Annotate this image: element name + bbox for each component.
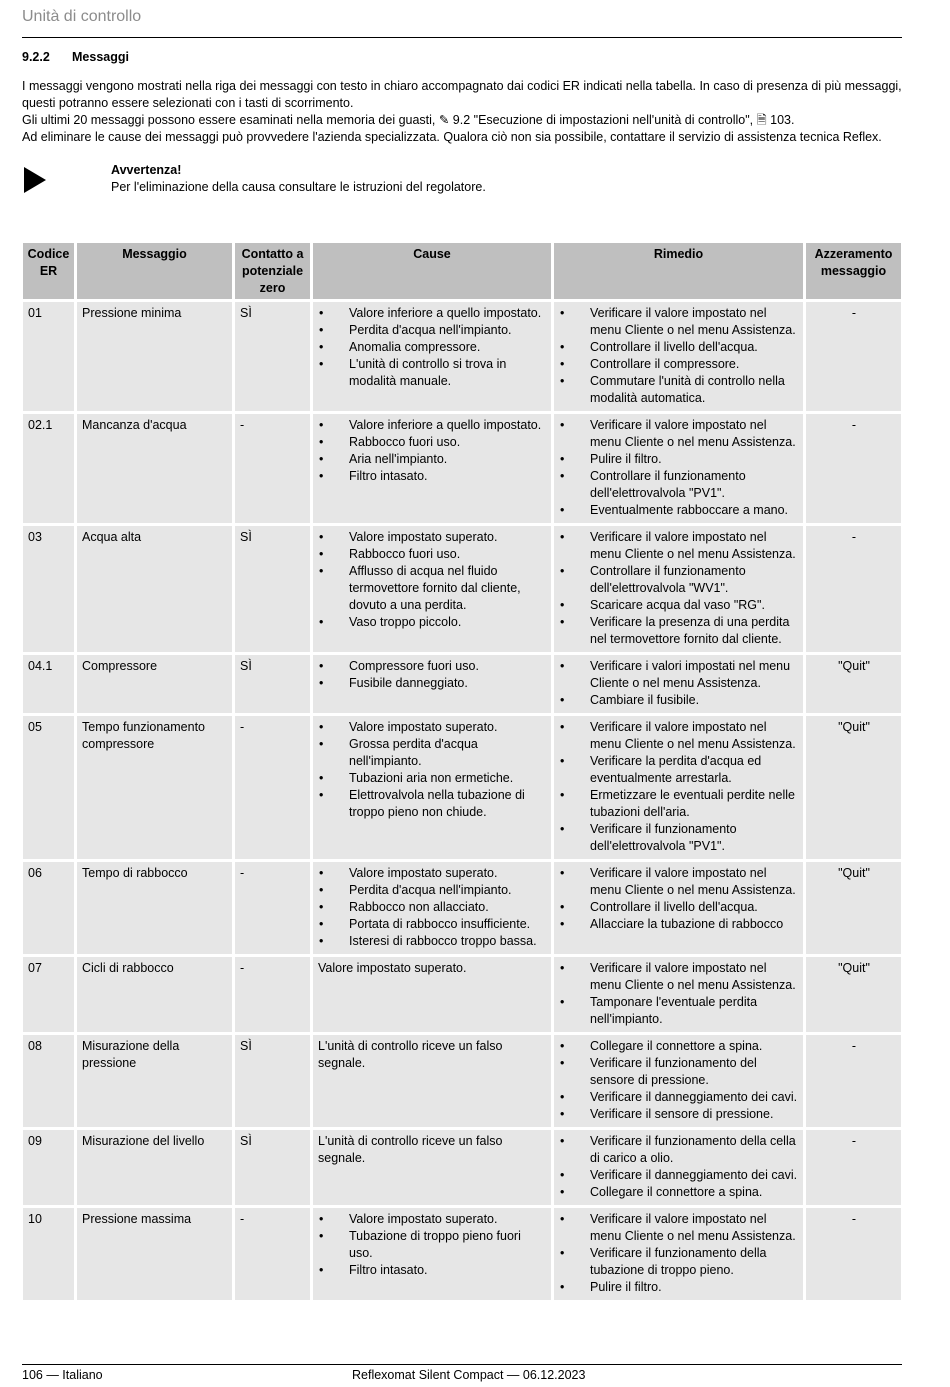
header-title: Unità di controllo	[22, 8, 142, 25]
remedy-list	[559, 719, 799, 855]
list-item: • Verificare il funzionamento della tubazione di troppo pieno.	[559, 1245, 799, 1279]
list-item: • Verificare il funzionamento del sensore di pressione.	[559, 1055, 799, 1089]
cell-reset: -	[806, 526, 901, 652]
cell-causes	[313, 302, 551, 411]
table-row	[23, 1035, 901, 1127]
cell-contact: SÌ	[235, 1035, 310, 1127]
list-item: • Isteresi di rabbocco troppo bassa.	[318, 933, 547, 950]
table-row	[23, 414, 901, 523]
cell-message: Pressione minima	[77, 302, 232, 411]
list-item: • Verificare il valore impostato nel menu Cliente o nel menu Assistenza.	[559, 1211, 799, 1245]
list-item: • Verificare il valore impostato nel menu Cliente o nel menu Assistenza.	[559, 417, 799, 451]
intro-paragraph-3: Ad eliminare le cause dei messaggi può provvedere l'azienda specializzata. Qualora ciò non sia possibile, contattare il servizio di assistenza tecnica Reflex.	[22, 130, 882, 144]
header-remedy: Rimedio	[554, 243, 803, 299]
list-item: • Verificare la presenza di una perdita nel termovettore fornito dal cliente.	[559, 614, 799, 648]
list-item: • Perdita d'acqua nell'impianto.	[318, 882, 547, 899]
cell-message: Tempo di rabbocco	[77, 862, 232, 954]
intro-text	[22, 78, 902, 146]
list-item: • Controllare il livello dell'acqua.	[559, 899, 799, 916]
list-item: • Portata di rabbocco insufficiente.	[318, 916, 547, 933]
cell-message: Cicli di rabbocco	[77, 957, 232, 1032]
list-item: • Verificare il danneggiamento dei cavi.	[559, 1167, 799, 1184]
list-item: • Controllare il compressore.	[559, 356, 799, 373]
causes-list	[318, 719, 547, 821]
cell-reset: -	[806, 414, 901, 523]
cell-code: 03	[23, 526, 74, 652]
warning-text-block	[111, 162, 891, 196]
intro-paragraph-2: Gli ultimi 20 messaggi possono essere esaminati nella memoria dei guasti, ✎ 9.2 "Esecuzione di impostazioni nell'unità di controllo", 🗎 103.	[22, 113, 795, 127]
list-item: • Controllare il livello dell'acqua.	[559, 339, 799, 356]
table-row	[23, 1208, 901, 1300]
list-item: • Verificare la perdita d'acqua ed eventualmente arrestarla.	[559, 753, 799, 787]
cell-reset: "Quit"	[806, 862, 901, 954]
cell-causes	[313, 414, 551, 523]
cell-reset: "Quit"	[806, 655, 901, 713]
list-item: • Anomalia compressore.	[318, 339, 547, 356]
cell-contact: -	[235, 1208, 310, 1300]
table-header-row	[23, 243, 901, 299]
cell-causes: Valore impostato superato.	[313, 957, 551, 1032]
list-item: • Tamponare l'eventuale perdita nell'impianto.	[559, 994, 799, 1028]
footer-document: Reflexomat Silent Compact — 06.12.2023	[352, 1368, 586, 1382]
cell-reset: "Quit"	[806, 957, 901, 1032]
list-item: • Elettrovalvola nella tubazione di troppo pieno non chiude.	[318, 787, 547, 821]
table-row	[23, 302, 901, 411]
table-row	[23, 957, 901, 1032]
cell-remedy	[554, 655, 803, 713]
list-item: • Verificare il sensore di pressione.	[559, 1106, 799, 1123]
list-item: • Tubazioni aria non ermetiche.	[318, 770, 547, 787]
remedy-list	[559, 658, 799, 709]
section-number: 9.2.2	[22, 50, 50, 64]
list-item: • Rabbocco fuori uso.	[318, 546, 547, 563]
cell-causes	[313, 655, 551, 713]
cell-message: Acqua alta	[77, 526, 232, 652]
list-item: • Valore impostato superato.	[318, 529, 547, 546]
list-item: • Valore impostato superato.	[318, 1211, 547, 1228]
cell-reset: -	[806, 302, 901, 411]
cell-message: Compressore	[77, 655, 232, 713]
list-item: • Pulire il filtro.	[559, 451, 799, 468]
list-item: • Tubazione di troppo pieno fuori uso.	[318, 1228, 547, 1262]
list-item: • Valore impostato superato.	[318, 719, 547, 736]
list-item: • L'unità di controllo si trova in modalità manuale.	[318, 356, 547, 390]
messages-table	[20, 240, 904, 1303]
cell-reset: -	[806, 1130, 901, 1205]
list-item: • Filtro intasato.	[318, 468, 547, 485]
cell-message: Mancanza d'acqua	[77, 414, 232, 523]
page-footer	[22, 1364, 902, 1382]
header-contact: Contatto a potenziale zero	[235, 243, 310, 299]
list-item: • Perdita d'acqua nell'impianto.	[318, 322, 547, 339]
list-item: • Verificare il valore impostato nel menu Cliente o nel menu Assistenza.	[559, 719, 799, 753]
cell-causes	[313, 716, 551, 859]
list-item: • Scaricare acqua dal vaso "RG".	[559, 597, 799, 614]
causes-list	[318, 417, 547, 485]
list-item: • Verificare il valore impostato nel menu Cliente o nel menu Assistenza.	[559, 865, 799, 899]
cell-contact: -	[235, 716, 310, 859]
list-item: • Verificare il valore impostato nel menu Cliente o nel menu Assistenza.	[559, 529, 799, 563]
cell-contact: SÌ	[235, 302, 310, 411]
cell-code: 07	[23, 957, 74, 1032]
list-item: • Compressore fuori uso.	[318, 658, 547, 675]
header-message: Messaggio	[77, 243, 232, 299]
cell-causes	[313, 862, 551, 954]
table-row	[23, 1130, 901, 1205]
list-item: • Vaso troppo piccolo.	[318, 614, 547, 631]
list-item: • Eventualmente rabboccare a mano.	[559, 502, 799, 519]
cell-message: Misurazione del livello	[77, 1130, 232, 1205]
cell-remedy	[554, 957, 803, 1032]
intro-paragraph-1: I messaggi vengono mostrati nella riga dei messaggi con testo in chiaro accompagnato dai codici ER indicati nella tabella. In caso di presenza di più messaggi, questi potranno essere selezionati con i tasti di scorrimento.	[22, 79, 902, 110]
table-row	[23, 655, 901, 713]
play-arrow-icon	[24, 167, 46, 193]
cell-code: 08	[23, 1035, 74, 1127]
list-item: • Valore inferiore a quello impostato.	[318, 417, 547, 434]
causes-list	[318, 865, 547, 950]
cell-reset: -	[806, 1035, 901, 1127]
cell-contact: -	[235, 862, 310, 954]
list-item: • Collegare il connettore a spina.	[559, 1184, 799, 1201]
table-row	[23, 716, 901, 859]
list-item: • Verificare il funzionamento dell'elettrovalvola "PV1".	[559, 821, 799, 855]
remedy-list	[559, 1211, 799, 1296]
list-item: • Valore impostato superato.	[318, 865, 547, 882]
cell-reset: "Quit"	[806, 716, 901, 859]
list-item: • Controllare il funzionamento dell'elettrovalvola "WV1".	[559, 563, 799, 597]
cell-remedy	[554, 414, 803, 523]
causes-list	[318, 1211, 547, 1279]
cell-remedy	[554, 1035, 803, 1127]
list-item: • Afflusso di acqua nel fluido termovettore fornito dal cliente, dovuto a una perdita.	[318, 563, 547, 614]
cell-code: 05	[23, 716, 74, 859]
header-causes: Cause	[313, 243, 551, 299]
table-row	[23, 862, 901, 954]
section-title: Messaggi	[72, 50, 129, 64]
cell-remedy	[554, 716, 803, 859]
list-item: • Verificare i valori impostati nel menu Cliente o nel menu Assistenza.	[559, 658, 799, 692]
cell-contact: -	[235, 414, 310, 523]
cell-remedy	[554, 302, 803, 411]
cell-code: 02.1	[23, 414, 74, 523]
cell-code: 10	[23, 1208, 74, 1300]
cell-contact: -	[235, 957, 310, 1032]
cell-causes	[313, 526, 551, 652]
list-item: • Filtro intasato.	[318, 1262, 547, 1279]
list-item: • Cambiare il fusibile.	[559, 692, 799, 709]
cell-code: 09	[23, 1130, 74, 1205]
causes-list	[318, 658, 547, 692]
header-code: Codice ER	[23, 243, 74, 299]
warning-text: Per l'eliminazione della causa consultare le istruzioni del regolatore.	[111, 180, 486, 194]
list-item: • Grossa perdita d'acqua nell'impianto.	[318, 736, 547, 770]
remedy-list	[559, 305, 799, 407]
cell-remedy	[554, 1208, 803, 1300]
list-item: • Fusibile danneggiato.	[318, 675, 547, 692]
list-item: • Verificare il danneggiamento dei cavi.	[559, 1089, 799, 1106]
list-item: • Commutare l'unità di controllo nella modalità automatica.	[559, 373, 799, 407]
remedy-list	[559, 960, 799, 1028]
list-item: • Controllare il funzionamento dell'elettrovalvola "PV1".	[559, 468, 799, 502]
list-item: • Ermetizzare le eventuali perdite nelle tubazioni dell'aria.	[559, 787, 799, 821]
section-heading	[22, 50, 129, 64]
list-item: • Pulire il filtro.	[559, 1279, 799, 1296]
cell-causes: L'unità di controllo riceve un falso segnale.	[313, 1035, 551, 1127]
list-item: • Verificare il funzionamento della cella di carico a olio.	[559, 1133, 799, 1167]
list-item: • Verificare il valore impostato nel menu Cliente o nel menu Assistenza.	[559, 960, 799, 994]
list-item: • Rabbocco non allacciato.	[318, 899, 547, 916]
list-item: • Valore inferiore a quello impostato.	[318, 305, 547, 322]
remedy-list	[559, 529, 799, 648]
cell-code: 06	[23, 862, 74, 954]
cell-remedy	[554, 862, 803, 954]
remedy-list	[559, 1133, 799, 1201]
list-item: • Collegare il connettore a spina.	[559, 1038, 799, 1055]
cell-message: Misurazione della pressione	[77, 1035, 232, 1127]
warning-title: Avvertenza!	[111, 163, 182, 177]
cell-reset: -	[806, 1208, 901, 1300]
remedy-list	[559, 1038, 799, 1123]
cell-message: Pressione massima	[77, 1208, 232, 1300]
cell-causes	[313, 1208, 551, 1300]
remedy-list	[559, 865, 799, 933]
list-item: • Allacciare la tubazione di rabbocco	[559, 916, 799, 933]
causes-list	[318, 305, 547, 390]
cell-contact: SÌ	[235, 1130, 310, 1205]
cell-message: Tempo funzionamento compressore	[77, 716, 232, 859]
table-body	[23, 302, 901, 1300]
cell-code: 04.1	[23, 655, 74, 713]
page-header	[22, 8, 902, 38]
cell-remedy	[554, 1130, 803, 1205]
header-reset: Azzeramento messaggio	[806, 243, 901, 299]
causes-list	[318, 529, 547, 631]
cell-contact: SÌ	[235, 655, 310, 713]
cell-contact: SÌ	[235, 526, 310, 652]
list-item: • Verificare il valore impostato nel menu Cliente o nel menu Assistenza.	[559, 305, 799, 339]
list-item: • Rabbocco fuori uso.	[318, 434, 547, 451]
cell-code: 01	[23, 302, 74, 411]
table-row	[23, 526, 901, 652]
cell-causes: L'unità di controllo riceve un falso segnale.	[313, 1130, 551, 1205]
remedy-list	[559, 417, 799, 519]
cell-remedy	[554, 526, 803, 652]
list-item: • Aria nell'impianto.	[318, 451, 547, 468]
footer-page: 106 — Italiano	[22, 1368, 103, 1382]
